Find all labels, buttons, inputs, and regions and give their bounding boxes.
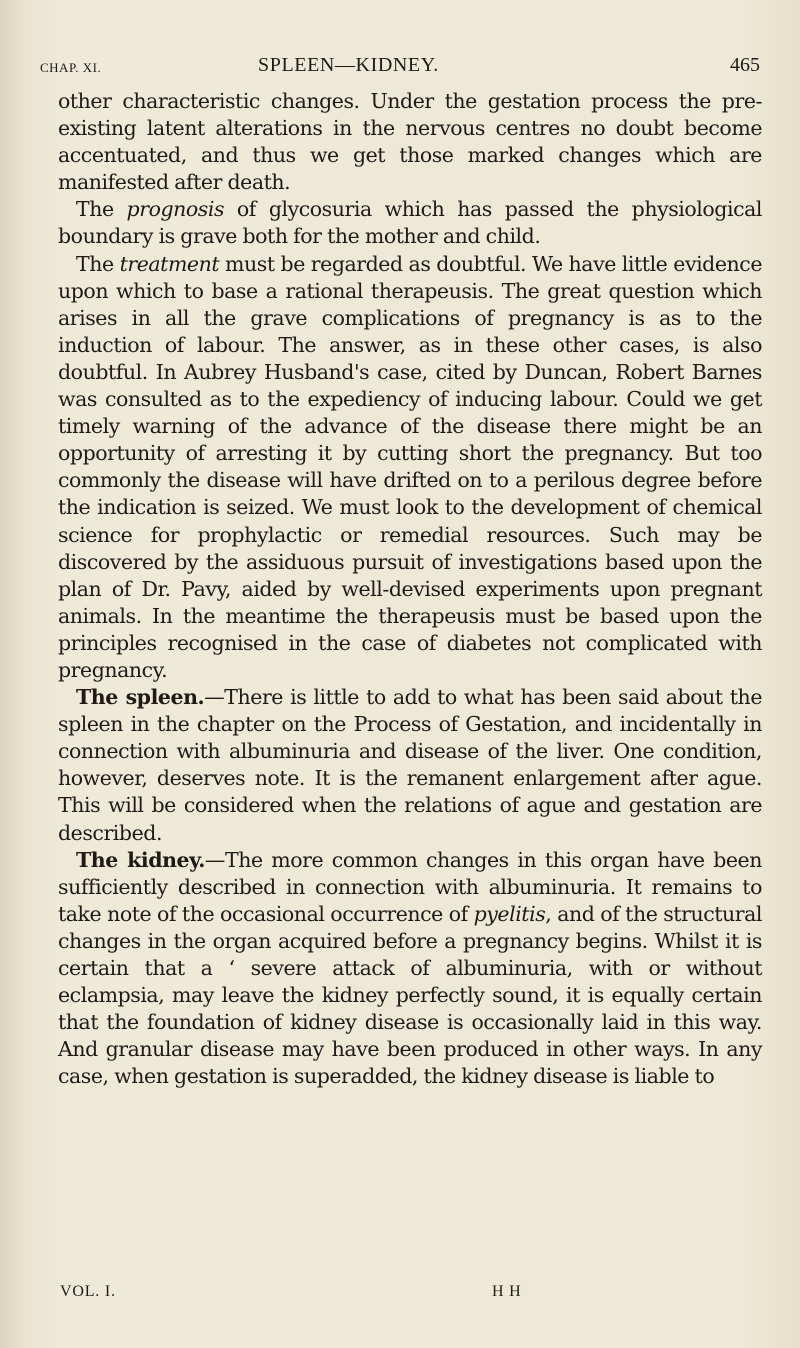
paragraph-spleen	[58, 684, 762, 847]
paragraph-treatment	[58, 251, 762, 685]
text-segment-normal: —There is little to add to what has been said about the spleen in the chapter on the Process of Gestation, and incidentally in connection with albuminuria and disease of the liver. One condition, however, deserves note. It is the remanent enlargement after ague. This will be considered when the relations of ague and gestation are described.	[58, 685, 762, 845]
volume-label: VOL. I.	[60, 1283, 116, 1300]
text-segment-normal: The	[76, 197, 127, 222]
signature-mark: H H	[492, 1283, 522, 1300]
text-segment-normal: —The more common changes in this organ have been sufficiently described in connection with albuminuria. It remains to take note of the occasional occurrence of	[58, 847, 762, 926]
text-segment-italic: prognosis	[126, 197, 225, 222]
text-segment-normal: other characteristic changes. Under the gestation process the pre-existing latent alterations in the nervous centres no doubt become accentuated, and thus we get those marked changes which are manifested after death.	[58, 89, 762, 195]
paragraph-kidney	[58, 847, 762, 1091]
text-segment-italic: pyelitis	[473, 901, 546, 926]
text-segment-normal: must be regarded as doubtful. We have little evidence upon which to base a rational therapeusis. The great question which arises in all the grave complications of pregnancy is as to the induction of labour. The answer, as in these other cases, is also doubtful. In Aubrey Husband's case, cited by Duncan, Robert Barnes was consulted as to the expediency of inducing labour. Could we get timely warning of the advance of the disease there might be an opportunity of arresting it by cutting short the pregnancy. But too commonly the disease will have drifted on to a perilous degree before the indication is seized. We must look to the development of chemical science for prophylactic or remedial resources. Such may be discovered by the assiduous pursuit of investigations based upon the plan of Dr. Pavy, aided by well-devised experiments upon pregnant animals. In the meantime the therapeusis must be based upon the principles recognised in the case of diabetes not complicated with pregnancy.	[58, 251, 762, 682]
page-footer	[58, 1283, 762, 1307]
text-segment-bold: The spleen.	[76, 685, 205, 710]
running-title: SPLEEN—KIDNEY.	[258, 54, 439, 76]
text-segment-normal: , and of the structural changes in the organ acquired before a pregnancy begins. Whilst it is certain that a ‘ severe attack of albuminuria, with or without eclampsia, may leave the kidney perfectly sound, it is equally certain that the foundation of kidney disease is occasionally laid in this way. And granular disease may have been produced in other ways. In any case, when gestation is superadded, the kidney disease is liable to	[58, 901, 762, 1089]
body-text	[58, 88, 762, 1090]
text-segment-bold: The kidney.	[76, 847, 205, 872]
text-segment-normal: of glycosuria which has passed the physiological boundary is grave both for the mother and child.	[58, 197, 762, 249]
page-number: 465	[730, 54, 760, 76]
text-segment-normal: The	[76, 251, 120, 276]
paragraph-prognosis	[58, 196, 762, 250]
chapter-label: CHAP. XI.	[40, 60, 102, 75]
paragraph-continuation	[58, 88, 762, 196]
text-segment-italic: treatment	[119, 251, 220, 276]
running-header	[38, 50, 760, 82]
